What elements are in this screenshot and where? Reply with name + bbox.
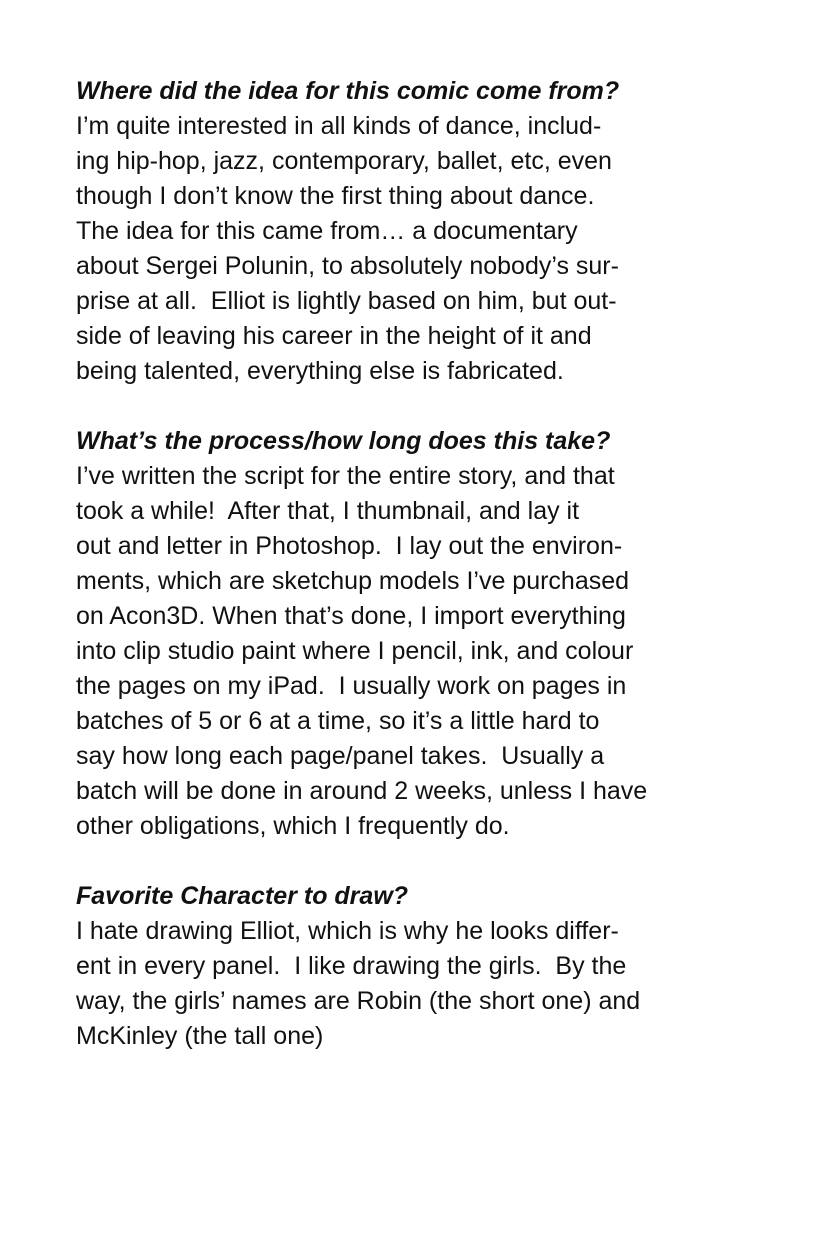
question-heading: Favorite Character to draw? (76, 882, 409, 910)
answer-paragraph (76, 914, 756, 1054)
answer-line: ent in every panel. I like drawing the girls. By the (76, 952, 627, 980)
answer-line: out and letter in Photoshop. I lay out the environ- (76, 532, 623, 560)
answer-line: I hate drawing Elliot, which is why he looks differ- (76, 917, 619, 945)
answer-line: say how long each page/panel takes. Usually a (76, 742, 605, 770)
answer-line: prise at all. Elliot is lightly based on him, but out- (76, 287, 617, 315)
answer-line: batch will be done in around 2 weeks, unless I have (76, 777, 648, 805)
faq-section-process (76, 424, 756, 844)
answer-line: McKinley (the tall one) (76, 1022, 324, 1050)
answer-line: about Sergei Polunin, to absolutely nobody’s sur- (76, 252, 619, 280)
answer-line: side of leaving his career in the height of it and (76, 322, 592, 350)
answer-paragraph (76, 109, 756, 389)
answer-line: though I don’t know the first thing about dance. (76, 182, 595, 210)
question-heading: Where did the idea for this comic come from? (76, 77, 620, 105)
answer-line: The idea for this came from… a documentary (76, 217, 578, 245)
answer-line: I’ve written the script for the entire story, and that (76, 462, 615, 490)
answer-paragraph (76, 459, 756, 844)
answer-line: other obligations, which I frequently do. (76, 812, 510, 840)
faq-page (76, 74, 756, 1089)
answer-line: ments, which are sketchup models I’ve purchased (76, 567, 630, 595)
faq-section-idea (76, 74, 756, 389)
answer-line: being talented, everything else is fabricated. (76, 357, 564, 385)
faq-section-favorite-character (76, 879, 756, 1054)
answer-line: I’m quite interested in all kinds of dance, includ- (76, 112, 602, 140)
question-heading: What’s the process/how long does this take? (76, 427, 611, 455)
answer-line: the pages on my iPad. I usually work on pages in (76, 672, 627, 700)
answer-line: on Acon3D. When that’s done, I import everything (76, 602, 626, 630)
answer-line: way, the girls’ names are Robin (the short one) and (76, 987, 641, 1015)
answer-line: ing hip-hop, jazz, contemporary, ballet, etc, even (76, 147, 612, 175)
answer-line: into clip studio paint where I pencil, ink, and colour (76, 637, 634, 665)
answer-line: took a while! After that, I thumbnail, and lay it (76, 497, 580, 525)
answer-line: batches of 5 or 6 at a time, so it’s a little hard to (76, 707, 600, 735)
